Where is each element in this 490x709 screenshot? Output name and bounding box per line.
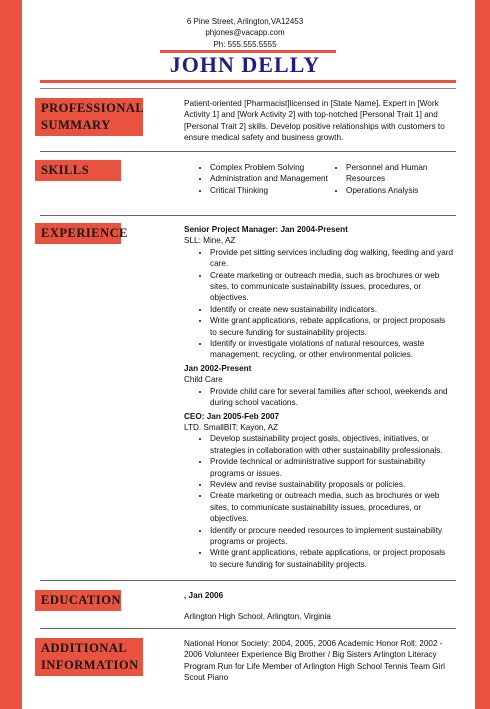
job-bullets — [184, 247, 454, 361]
skill-item: • Operations Analysis — [346, 185, 456, 196]
education-date: , Jan 2006 — [184, 591, 224, 600]
job-bullets — [184, 386, 454, 409]
job-bullet: • Write grant applications, rebate applications, or project proposals to secure funding for sustainability projects. — [210, 547, 454, 570]
section-label-additional — [35, 638, 143, 676]
skill-item: • Personnel and Human Resources — [346, 162, 456, 185]
section-label-summary — [35, 98, 143, 136]
job-bullet: • Create marketing or outreach media, such as brochures or web sites, to communicate sustainability issues, procedures, or objectives. — [210, 490, 454, 524]
contact-address: 6 Pine Street, Arlington,VA12453 — [186, 17, 304, 26]
additional-label-line2: INFORMATION — [41, 658, 139, 672]
section-label-education: EDUCATION — [35, 590, 121, 611]
education-school: Arlington High School, Arlington, Virginia — [184, 612, 331, 622]
skill-item: • Complex Problem Solving — [210, 162, 328, 173]
job-title: Jan 2002-Present — [184, 363, 252, 373]
skills-column-2 — [320, 162, 456, 196]
job-bullets — [184, 433, 454, 570]
summary-label-line1: PROFESSIONAL — [41, 101, 145, 115]
job-bullet: • Write grant applications, rebate applications, or project proposals to secure funding for sustainability projects. — [210, 315, 454, 338]
skills-list-2 — [320, 162, 456, 196]
job-bullet: • Develop sustainability project goals, objectives, initiatives, or strategies in collaboration with other sustainability professionals. — [210, 433, 454, 456]
additional-label-line1: ADDITIONAL — [41, 641, 128, 655]
section-label-skills: SKILLS — [35, 160, 121, 181]
summary-text: Patient-oriented [Pharmacist]licensed in [State Name]. Expert in [Work Activity 1] and [Work Activity 2] with top-notched [Personal Trait 1] and [Personal Trait 2] skills. Develop positive relationships with customers to ensure medical safety and business growth. — [184, 99, 445, 143]
additional-section — [184, 638, 454, 684]
header-divider — [40, 88, 456, 89]
job-title: Senior Project Manager: Jan 2004-Present — [184, 225, 348, 234]
contact-phone: Ph: 555.555.5555 — [213, 40, 277, 49]
job-org: Child Care — [184, 375, 223, 385]
experience-section — [184, 224, 454, 570]
job-bullet: • Identify or investigate violations of natural resources, waste management, recycling, or other environmental policies. — [210, 338, 454, 361]
divider-summary — [40, 151, 456, 152]
skill-item: • Critical Thinking — [210, 185, 328, 196]
job-title: CEO: Jan 2005-Feb 2007 — [184, 411, 280, 421]
divider-experience — [40, 580, 456, 581]
divider-education — [40, 628, 456, 629]
contact-email: phjones@vacapp.com — [205, 28, 285, 37]
job-org: LTD. SmallBIT: Kayon, AZ — [184, 422, 279, 432]
job-bullet: • Identify or procure needed resources to implement sustainability programs or projects. — [210, 525, 454, 548]
section-label-experience: EXPERIENCE — [35, 223, 121, 244]
skills-list-1 — [184, 162, 328, 196]
job-bullet: • Provide child care for several families after school, weekends and during school vacations. — [210, 386, 454, 409]
name-bottom-rule — [40, 80, 456, 83]
education-section — [184, 590, 454, 623]
job-bullet: • Provide technical or administrative support for sustainability programs or issues. — [210, 456, 454, 479]
additional-text: National Honor Society: 2004, 2005, 2006 Academic Honor Roll: 2002 - 2006 Volunteer Experience Big Brother / Big Sisters Arlington Literacy Program Run for Life Member of Arlington High School Tennis Team Girl Scout Piano — [184, 639, 445, 683]
divider-skills — [40, 215, 456, 216]
left-accent-bar — [0, 0, 22, 709]
candidate-name: JOHN DELLY — [169, 52, 321, 77]
job-bullet: • Create marketing or outreach media, such as brochures or web sites, to communicate sustainability issues, procedures, or objectives. — [210, 270, 454, 304]
summary-section — [184, 98, 454, 144]
skills-column-1 — [184, 162, 328, 196]
job-bullet: • Identify or create new sustainability indicators. — [210, 304, 454, 315]
job-bullet: • Review and revise sustainability proposals or policies. — [210, 479, 454, 490]
skill-item: • Administration and Management — [210, 173, 328, 184]
right-accent-bar — [475, 0, 490, 709]
summary-label-line2: SUMMARY — [41, 118, 111, 132]
job-bullet: • Provide pet sitting services including dog walking, feeding and yard care. — [210, 247, 454, 270]
job-org: SLL: Mine, AZ — [184, 236, 236, 246]
